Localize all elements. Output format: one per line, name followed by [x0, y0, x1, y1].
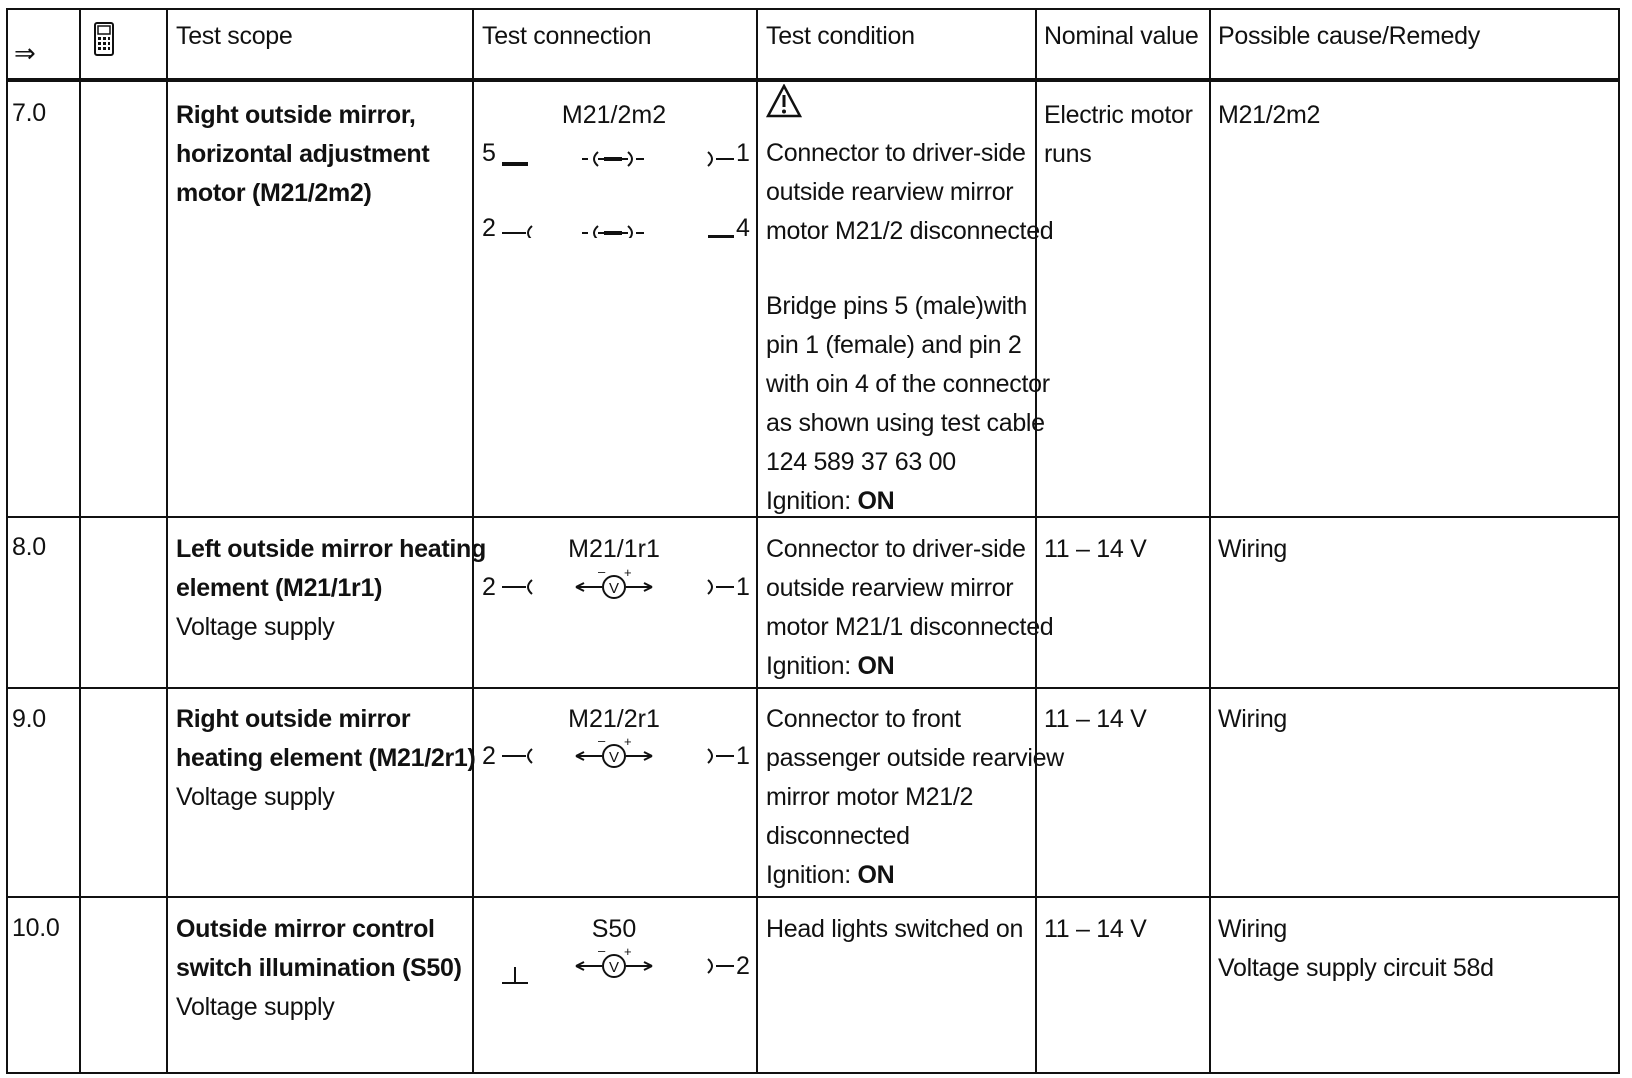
scope-line: switch illumination (S50)	[176, 954, 462, 982]
test-condition	[766, 530, 1053, 686]
condition-line	[766, 251, 1053, 287]
scope-line: heating element (M21/2r1)	[176, 744, 476, 772]
nominal-value	[1044, 530, 1146, 569]
condition-line: 124 589 37 63 00	[766, 448, 956, 476]
nominal-line: runs	[1044, 140, 1092, 168]
condition-line: with oin 4 of the connector	[766, 370, 1050, 398]
ignition-label: Ignition:	[766, 652, 851, 680]
row-divider	[8, 687, 1618, 689]
condition-line: Connector to front	[766, 705, 961, 733]
col-divider	[1209, 10, 1211, 1072]
svg-text:–: –	[598, 735, 606, 748]
condition-line: as shown using test cable	[766, 409, 1045, 437]
cause-line: Wiring	[1218, 705, 1288, 733]
possible-cause	[1218, 910, 1494, 988]
scope-line: Voltage supply	[176, 613, 335, 641]
ground-voltmeter-diagram	[488, 945, 738, 989]
svg-text:+: +	[624, 945, 632, 959]
scope-line: element (M21/1r1)	[176, 574, 383, 602]
step-number: 7.0	[12, 99, 46, 127]
pin-label: 2	[482, 742, 496, 770]
possible-cause	[1218, 700, 1287, 739]
meter-label: V	[608, 749, 620, 766]
col-divider	[756, 10, 758, 1072]
handheld-tester-icon	[94, 22, 114, 61]
svg-text:–: –	[598, 566, 606, 579]
connection-name: M21/1r1	[568, 535, 660, 563]
connection-name: M21/2r1	[568, 705, 660, 733]
meter-label: V	[608, 580, 620, 597]
condition-line: motor M21/2 disconnected	[766, 217, 1054, 245]
test-condition	[766, 134, 1053, 521]
connection-name: S50	[591, 915, 637, 943]
ignition-line	[766, 647, 1053, 686]
condition-line: passenger outside rearview	[766, 744, 1064, 772]
arrow-right-icon: ⇒	[14, 38, 36, 68]
scope-line: Right outside mirror	[176, 705, 411, 733]
bridge-connection-diagram	[498, 138, 738, 238]
warning-triangle-icon	[766, 84, 802, 123]
test-scope	[176, 700, 476, 817]
ignition-label: Ignition:	[766, 487, 851, 515]
ignition-line	[766, 856, 1064, 895]
ignition-value: ON	[857, 487, 895, 515]
test-scope	[176, 910, 462, 1027]
svg-text:+: +	[624, 735, 632, 749]
cause-line: Wiring	[1218, 535, 1288, 563]
header-test-scope: Test scope	[176, 22, 293, 50]
pin-label: 2	[482, 573, 496, 601]
row-divider	[8, 896, 1618, 898]
pin-label: 1	[736, 573, 750, 601]
scope-line: Left outside mirror heating	[176, 535, 486, 563]
scope-line: motor (M21/2m2)	[176, 179, 372, 207]
pin-label: 1	[736, 139, 750, 167]
col-divider	[79, 10, 81, 1072]
possible-cause	[1218, 96, 1320, 135]
condition-line: mirror motor M21/2	[766, 783, 974, 811]
cause-line: M21/2m2	[1218, 101, 1321, 129]
nominal-line: 11 – 14 V	[1044, 915, 1147, 943]
pin-label: 1	[736, 742, 750, 770]
test-table	[6, 8, 1620, 1074]
pin-label: 2	[482, 214, 496, 242]
condition-line: Head lights switched on	[766, 915, 1024, 943]
nominal-value	[1044, 910, 1146, 949]
voltmeter-connection-diagram	[498, 735, 738, 775]
header-test-condition: Test condition	[766, 22, 915, 50]
cause-line: Voltage supply circuit 58d	[1218, 954, 1494, 982]
scope-line: Voltage supply	[176, 783, 335, 811]
test-scope	[176, 96, 429, 213]
condition-line: motor M21/1 disconnected	[766, 613, 1054, 641]
possible-cause	[1218, 530, 1287, 569]
svg-text:+: +	[624, 566, 632, 580]
ignition-label: Ignition:	[766, 861, 851, 889]
header-nominal-value: Nominal value	[1044, 22, 1199, 50]
nominal-value	[1044, 700, 1146, 739]
condition-line: disconnected	[766, 822, 910, 850]
condition-line: pin 1 (female) and pin 2	[766, 331, 1022, 359]
ground-symbol	[502, 967, 528, 983]
ignition-value: ON	[857, 861, 895, 889]
meter-label: V	[608, 959, 620, 976]
cause-line: Wiring	[1218, 915, 1288, 943]
step-number: 9.0	[12, 705, 46, 733]
connection-name: M21/2m2	[561, 101, 667, 129]
pin-label: 5	[482, 139, 496, 167]
nominal-value	[1044, 96, 1193, 174]
header-test-connection: Test connection	[482, 22, 652, 50]
scope-line: Right outside mirror,	[176, 101, 416, 129]
test-condition	[766, 910, 1023, 949]
pin-label: 4	[736, 214, 750, 242]
condition-line: Connector to driver-side	[766, 535, 1026, 563]
nominal-line: Electric motor	[1044, 101, 1193, 129]
pin-label: 2	[736, 952, 750, 980]
ignition-value: ON	[857, 652, 895, 680]
condition-line: Bridge pins 5 (male)with	[766, 292, 1027, 320]
header-divider	[8, 78, 1618, 82]
ignition-line	[766, 482, 1053, 521]
scope-line: horizontal adjustment	[176, 140, 430, 168]
header-possible-cause: Possible cause/Remedy	[1218, 22, 1480, 50]
scope-line: Outside mirror control	[176, 915, 435, 943]
step-number: 10.0	[12, 914, 60, 942]
nominal-line: 11 – 14 V	[1044, 705, 1147, 733]
voltmeter-connection-diagram	[498, 566, 738, 606]
nominal-line: 11 – 14 V	[1044, 535, 1147, 563]
test-scope	[176, 530, 486, 647]
condition-line: Connector to driver-side	[766, 139, 1026, 167]
condition-line: outside rearview mirror	[766, 178, 1014, 206]
col-divider	[166, 10, 168, 1072]
svg-text:–: –	[598, 945, 606, 958]
step-number: 8.0	[12, 533, 46, 561]
test-condition	[766, 700, 1064, 895]
condition-line: outside rearview mirror	[766, 574, 1014, 602]
scope-line: Voltage supply	[176, 993, 335, 1021]
